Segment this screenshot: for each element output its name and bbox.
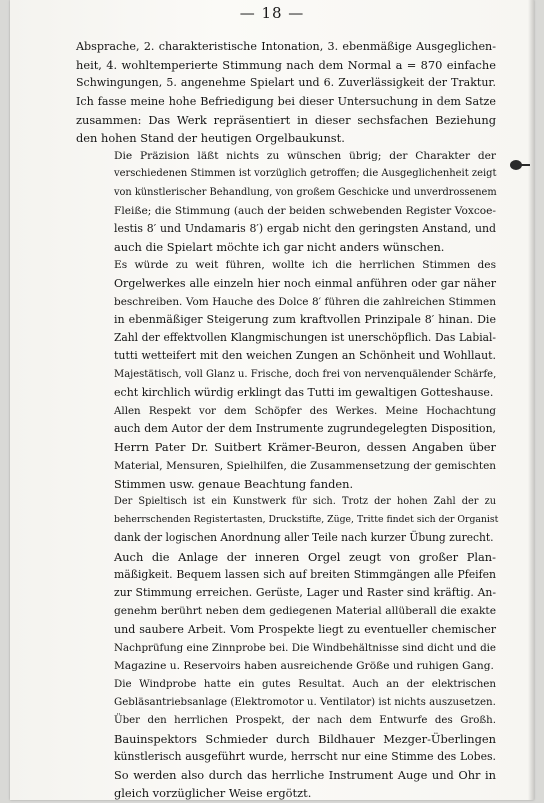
- text-line: den hohen Stand der heutigen Orgelbaukunst.: [76, 131, 345, 146]
- text-line: Nachprüfung eine Zinnprobe bei. Die Windbehältnisse sind dicht und die: [114, 641, 496, 654]
- text-line: auch die Spielart möchte ich gar nicht anders wünschen.: [114, 240, 445, 255]
- page-edge-shadow: [528, 0, 534, 800]
- text-line: Bauinspektors Schmieder durch Bildhauer Mezger-Überlingen: [114, 731, 496, 746]
- text-line: So werden also durch das herrliche Instrument Auge und Ohr in: [114, 768, 496, 783]
- page-number: — 18 —: [239, 4, 305, 22]
- text-line: von künstlerischer Behandlung, von großem Geschicke und unverdrossenem: [114, 186, 497, 198]
- text-line: Die Windprobe hatte ein gutes Resultat. Auch an der elektrischen: [114, 678, 496, 691]
- text-line: Magazine u. Reservoirs haben ausreichende Größe und ruhigen Gang.: [114, 658, 494, 672]
- text-line: heit, 4. wohltemperierte Stimmung nach dem Normal a = 870 einfache: [76, 58, 496, 73]
- text-line: künstlerisch ausgeführt wurde, herrscht nur eine Stimme des Lobes.: [114, 749, 496, 763]
- text-line: verschiedenen Stimmen ist vorzüglich getroffen; die Ausgeglichenheit zeigt: [114, 168, 497, 180]
- text-line: dank der logischen Anordnung aller Teile nach kurzer Übung zurecht.: [114, 531, 494, 545]
- text-line: Auch die Anlage der inneren Orgel zeugt von großer Plan-: [114, 549, 496, 564]
- text-line: zur Stimmung erreichen. Gerüste, Lager und Raster sind kräftig. An-: [114, 586, 496, 600]
- paragraph: [76, 38, 496, 147]
- text-line: Stimmen usw. genaue Beachtung fanden.: [114, 476, 354, 491]
- paragraph: [76, 147, 496, 256]
- text-line: in ebenmäßiger Steigerung zum kraftvollen Prinzipale 8′ hinan. Die: [114, 313, 496, 327]
- paragraph: [76, 493, 499, 548]
- text-line: tutti wetteifert mit den weichen Zungen an Schönheit und Wohllaut.: [114, 349, 496, 363]
- text-line: Majestätisch, voll Glanz u. Frische, doch frei von nervenquälender Schärfe,: [114, 368, 497, 380]
- text-line: genehm berührt neben dem gediegenen Material allüberall die exakte: [114, 604, 496, 618]
- text-line: und saubere Arbeit. Vom Prospekte liegt zu eventueller chemischer: [114, 622, 496, 636]
- text-line: gleich vorzüglicher Weise ergötzt.: [114, 786, 312, 801]
- text-line: Absprache, 2. charakteristische Intonation, 3. ebenmäßige Ausgeglichen-: [76, 40, 496, 53]
- text-line: echt kirchlich würdig erklingt das Tutti im gewaltigen Gotteshause.: [114, 385, 494, 399]
- text-line: lestis 8′ und Undamaris 8′) ergab nicht den geringsten Anstand, und: [114, 222, 496, 236]
- text-line: Fleiße; die Stimmung (auch der beiden schwebenden Register Voxcoe-: [114, 204, 496, 217]
- paragraph: [76, 548, 496, 675]
- text-line: zusammen: Das Werk repräsentiert in dieser sechsfachen Beziehung: [76, 112, 496, 127]
- paragraph: [76, 712, 496, 803]
- text-line: Es würde zu weit führen, wollte ich die herrlichen Stimmen des: [114, 259, 496, 272]
- text-line: Ich fasse meine hohe Befriedigung bei dieser Untersuchung in dem Satze: [76, 94, 496, 108]
- text-line: Zahl der effektvollen Klangmischungen ist unerschöpflich. Das Labial-: [114, 331, 496, 345]
- text-line: Die Präzision läßt nichts zu wünschen übrig; der Charakter der: [114, 149, 496, 163]
- text-line: Gebläsantriebsanlage (Elektromotor u. Ventilator) ist nichts auszusetzen.: [114, 696, 496, 709]
- text-line: Über den herrlichen Prospekt, der nach dem Entwurfe des Großh.: [114, 714, 496, 726]
- text-line: Material, Mensuren, Spielhilfen, die Zusammensetzung der gemischten: [114, 459, 496, 472]
- paragraph: [76, 675, 496, 711]
- text-line: Allen Respekt vor dem Schöpfer des Werkes. Meine Hochachtung: [114, 405, 496, 418]
- text-line: Der Spieltisch ist ein Kunstwerk für sich. Trotz der hohen Zahl der zu: [114, 496, 496, 508]
- body-text: [76, 38, 499, 803]
- text-line: beschreiben. Vom Hauche des Dolce 8′ führen die zahlreichen Stimmen: [114, 295, 496, 308]
- text-line: mäßigkeit. Bequem lassen sich auf breiten Stimmgängen alle Pfeifen: [114, 567, 496, 581]
- text-line: Orgelwerkes alle einzeln hier noch einmal anführen oder gar näher: [114, 276, 496, 290]
- book-page: [10, 0, 534, 800]
- paragraph: [76, 402, 496, 493]
- text-line: Schwingungen, 5. angenehme Spielart und 6. Zuverlässigkeit der Traktur.: [76, 76, 496, 90]
- ink-blot-mark-tail: [516, 164, 530, 166]
- text-line: auch dem Autor der dem Instrumente zugrundegelegten Disposition,: [114, 422, 496, 436]
- paragraph: [76, 256, 496, 402]
- text-line: beherrschenden Registertasten, Druckstifte, Züge, Tritte findet sich der Organist: [114, 514, 499, 526]
- text-line: Herrn Pater Dr. Suitbert Krämer-Beuron, dessen Angaben über: [114, 440, 496, 455]
